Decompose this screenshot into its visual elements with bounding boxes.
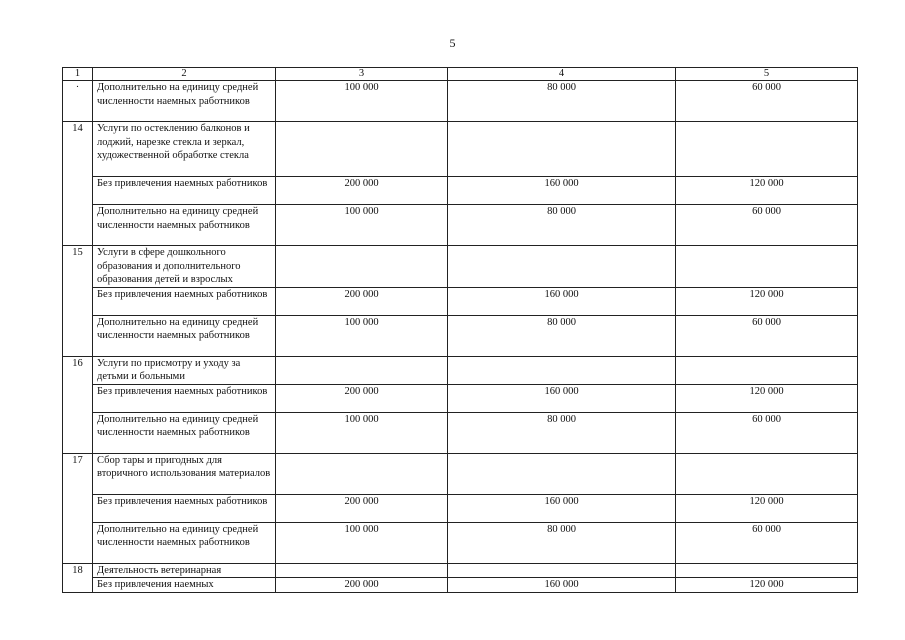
- value-cell-col4: [448, 246, 676, 288]
- value-cell-col4: 80 000: [448, 315, 676, 356]
- value-cell-col3: 100 000: [276, 205, 448, 246]
- row-number-cell: ·: [63, 81, 93, 122]
- value-cell-col5: [676, 453, 858, 494]
- table-row: [63, 412, 858, 453]
- header-cell: 1: [63, 68, 93, 81]
- value-cell-col4: 160 000: [448, 578, 676, 593]
- value-cell-col4: [448, 122, 676, 177]
- row-name-cell: Без привлечения наемных работников: [93, 287, 276, 315]
- value-cell-col5: 120 000: [676, 287, 858, 315]
- value-cell-col5: 60 000: [676, 205, 858, 246]
- value-cell-col4: 160 000: [448, 177, 676, 205]
- table-row: [63, 287, 858, 315]
- value-cell-col5: 60 000: [676, 315, 858, 356]
- table-row: [63, 563, 858, 578]
- row-name-cell: Дополнительно на единицу средней численности наемных работников: [93, 315, 276, 356]
- table-row: [63, 384, 858, 412]
- value-cell-col4: 80 000: [448, 81, 676, 122]
- value-cell-col3: 100 000: [276, 81, 448, 122]
- value-cell-col3: 100 000: [276, 315, 448, 356]
- table-row: [63, 177, 858, 205]
- value-cell-col3: 200 000: [276, 287, 448, 315]
- table-header-row: [63, 68, 858, 81]
- row-number-cell: 16: [63, 356, 93, 453]
- row-name-cell: Без привлечения наемных работников: [93, 177, 276, 205]
- value-cell-col5: 120 000: [676, 384, 858, 412]
- row-name-cell: Без привлечения наемных работников: [93, 384, 276, 412]
- value-cell-col3: 200 000: [276, 384, 448, 412]
- header-cell: 4: [448, 68, 676, 81]
- value-cell-col3: [276, 563, 448, 578]
- table-row: [63, 522, 858, 563]
- value-cell-col5: [676, 122, 858, 177]
- table-row: [63, 246, 858, 288]
- value-cell-col4: 160 000: [448, 384, 676, 412]
- row-name-cell: Услуги по присмотру и уходу за детьми и больными: [93, 356, 276, 384]
- value-cell-col3: 200 000: [276, 177, 448, 205]
- row-number-cell: 14: [63, 122, 93, 246]
- tariff-table: [62, 67, 858, 593]
- row-name-cell: Сбор тары и пригодных для вторичного использования материалов: [93, 453, 276, 494]
- table-row: [63, 122, 858, 177]
- header-cell: 2: [93, 68, 276, 81]
- value-cell-col5: 120 000: [676, 578, 858, 593]
- row-name-cell: Дополнительно на единицу средней численности наемных работников: [93, 205, 276, 246]
- header-cell: 3: [276, 68, 448, 81]
- row-name-cell: Услуги по остеклению балконов и лоджий, нарезке стекла и зеркал, художественной обработке стекла: [93, 122, 276, 177]
- value-cell-col5: 60 000: [676, 522, 858, 563]
- value-cell-col4: [448, 563, 676, 578]
- table-row: [63, 494, 858, 522]
- row-number-cell: 18: [63, 563, 93, 592]
- value-cell-col3: 200 000: [276, 578, 448, 593]
- value-cell-col5: 120 000: [676, 494, 858, 522]
- row-name-cell: Деятельность ветеринарная: [93, 563, 276, 578]
- value-cell-col4: [448, 356, 676, 384]
- table-row: [63, 356, 858, 384]
- value-cell-col3: [276, 122, 448, 177]
- row-number-cell: 15: [63, 246, 93, 357]
- row-name-cell: Без привлечения наемных работников: [93, 494, 276, 522]
- table-row: [63, 578, 858, 593]
- value-cell-col3: [276, 246, 448, 288]
- value-cell-col4: 80 000: [448, 205, 676, 246]
- value-cell-col5: [676, 246, 858, 288]
- table-row: [63, 81, 858, 122]
- value-cell-col3: 100 000: [276, 522, 448, 563]
- value-cell-col4: 80 000: [448, 522, 676, 563]
- value-cell-col4: 160 000: [448, 494, 676, 522]
- row-name-cell: Дополнительно на единицу средней численности наемных работников: [93, 81, 276, 122]
- value-cell-col3: [276, 356, 448, 384]
- table-row: [63, 453, 858, 494]
- value-cell-col3: 100 000: [276, 412, 448, 453]
- value-cell-col5: 60 000: [676, 81, 858, 122]
- value-cell-col3: [276, 453, 448, 494]
- value-cell-col5: 120 000: [676, 177, 858, 205]
- row-name-cell: Услуги в сфере дошкольного образования и дополнительного образования детей и взрослых: [93, 246, 276, 288]
- value-cell-col3: 200 000: [276, 494, 448, 522]
- row-name-cell: Дополнительно на единицу средней численности наемных работников: [93, 522, 276, 563]
- value-cell-col5: 60 000: [676, 412, 858, 453]
- value-cell-col5: [676, 356, 858, 384]
- value-cell-col4: [448, 453, 676, 494]
- value-cell-col5: [676, 563, 858, 578]
- row-name-cell: Без привлечения наемных: [93, 578, 276, 593]
- row-number-cell: 17: [63, 453, 93, 563]
- page-number: 5: [449, 36, 456, 50]
- table-row: [63, 315, 858, 356]
- value-cell-col4: 80 000: [448, 412, 676, 453]
- value-cell-col4: 160 000: [448, 287, 676, 315]
- row-name-cell: Дополнительно на единицу средней численности наемных работников: [93, 412, 276, 453]
- header-cell: 5: [676, 68, 858, 81]
- table-row: [63, 205, 858, 246]
